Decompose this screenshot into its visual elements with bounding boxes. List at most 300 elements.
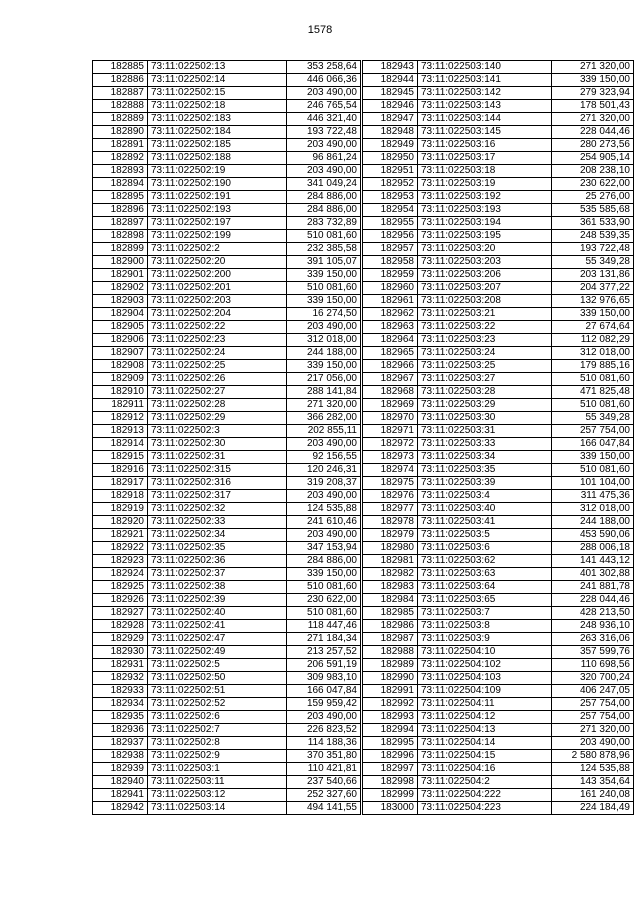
table-row xyxy=(93,282,361,295)
table-row xyxy=(363,321,634,334)
row-number: 183000 xyxy=(363,802,418,815)
cadastral-value: 283 732,89 xyxy=(287,217,361,230)
row-number: 182917 xyxy=(93,477,148,490)
cadastral-value: 309 983,10 xyxy=(287,672,361,685)
cadastral-number: 73:11:022503:192 xyxy=(418,191,552,204)
cadastral-value: 271 320,00 xyxy=(552,113,634,126)
cadastral-number: 73:11:022502:37 xyxy=(148,568,287,581)
table-row xyxy=(93,334,361,347)
table-row xyxy=(363,165,634,178)
row-number: 182925 xyxy=(93,581,148,594)
row-number: 182887 xyxy=(93,87,148,100)
cadastral-value: 339 150,00 xyxy=(287,269,361,282)
cadastral-value: 341 049,24 xyxy=(287,178,361,191)
table-row xyxy=(363,555,634,568)
table-row xyxy=(93,321,361,334)
table-row xyxy=(93,477,361,490)
cadastral-number: 73:11:022502:24 xyxy=(148,347,287,360)
cadastral-number: 73:11:022502:190 xyxy=(148,178,287,191)
cadastral-value: 254 905,14 xyxy=(552,152,634,165)
cadastral-value: 217 056,00 xyxy=(287,373,361,386)
cadastral-value: 312 018,00 xyxy=(552,347,634,360)
cadastral-value: 370 351,80 xyxy=(287,750,361,763)
cadastral-value: 347 153,94 xyxy=(287,542,361,555)
cadastral-value: 284 886,00 xyxy=(287,204,361,217)
row-number: 182965 xyxy=(363,347,418,360)
row-number: 182910 xyxy=(93,386,148,399)
table-row xyxy=(93,347,361,360)
row-number: 182962 xyxy=(363,308,418,321)
cadastral-value: 510 081,60 xyxy=(287,581,361,594)
cadastral-number: 73:11:022503:9 xyxy=(418,633,552,646)
cadastral-number: 73:11:022502:2 xyxy=(148,243,287,256)
table-row xyxy=(363,802,634,815)
cadastral-number: 73:11:022503:206 xyxy=(418,269,552,282)
cadastral-number: 73:11:022503:21 xyxy=(418,308,552,321)
cadastral-value: 288 006,18 xyxy=(552,542,634,555)
cadastral-number: 73:11:022503:23 xyxy=(418,334,552,347)
cadastral-value: 204 377,22 xyxy=(552,282,634,295)
cadastral-number: 73:11:022502:14 xyxy=(148,74,287,87)
row-number: 182936 xyxy=(93,724,148,737)
cadastral-value: 203 490,00 xyxy=(287,438,361,451)
row-number: 182989 xyxy=(363,659,418,672)
cadastral-value: 494 141,55 xyxy=(287,802,361,815)
row-number: 182935 xyxy=(93,711,148,724)
cadastral-value: 279 323,94 xyxy=(552,87,634,100)
row-number: 182900 xyxy=(93,256,148,269)
row-number: 182931 xyxy=(93,659,148,672)
table-row xyxy=(363,568,634,581)
cadastral-value: 284 886,00 xyxy=(287,555,361,568)
cadastral-number: 73:11:022503:22 xyxy=(418,321,552,334)
cadastral-number: 73:11:022502:27 xyxy=(148,386,287,399)
row-number: 182919 xyxy=(93,503,148,516)
cadastral-number: 73:11:022503:194 xyxy=(418,217,552,230)
table-row xyxy=(363,542,634,555)
row-number: 182998 xyxy=(363,776,418,789)
table-row xyxy=(363,113,634,126)
cadastral-value: 241 881,78 xyxy=(552,581,634,594)
cadastral-value: 203 490,00 xyxy=(287,529,361,542)
table-row xyxy=(363,126,634,139)
table-row xyxy=(363,217,634,230)
table-row xyxy=(363,581,634,594)
row-number: 182955 xyxy=(363,217,418,230)
cadastral-value: 226 823,52 xyxy=(287,724,361,737)
table-row xyxy=(93,542,361,555)
table-row xyxy=(363,659,634,672)
row-number: 182994 xyxy=(363,724,418,737)
row-number: 182903 xyxy=(93,295,148,308)
cadastral-number: 73:11:022502:317 xyxy=(148,490,287,503)
cadastral-number: 73:11:022502:200 xyxy=(148,269,287,282)
cadastral-value: 203 490,00 xyxy=(287,165,361,178)
cadastral-number: 73:11:022503:17 xyxy=(418,152,552,165)
row-number: 182953 xyxy=(363,191,418,204)
cadastral-value: 124 535,88 xyxy=(287,503,361,516)
table-row xyxy=(363,763,634,776)
cadastral-number: 73:11:022502:32 xyxy=(148,503,287,516)
cadastral-number: 73:11:022502:30 xyxy=(148,438,287,451)
cadastral-number: 73:11:022503:4 xyxy=(418,490,552,503)
row-number: 182968 xyxy=(363,386,418,399)
row-number: 182939 xyxy=(93,763,148,776)
cadastral-number: 73:11:022502:199 xyxy=(148,230,287,243)
cadastral-number: 73:11:022503:12 xyxy=(148,789,287,802)
cadastral-number: 73:11:022502:52 xyxy=(148,698,287,711)
row-number: 182944 xyxy=(363,74,418,87)
table-row xyxy=(93,295,361,308)
table-row xyxy=(363,529,634,542)
cadastral-value: 339 150,00 xyxy=(552,308,634,321)
cadastral-number: 73:11:022503:27 xyxy=(418,373,552,386)
cadastral-number: 73:11:022503:5 xyxy=(418,529,552,542)
row-number: 182930 xyxy=(93,646,148,659)
row-number: 182908 xyxy=(93,360,148,373)
cadastral-number: 73:11:022504:222 xyxy=(418,789,552,802)
table-row xyxy=(363,711,634,724)
cadastral-value: 284 886,00 xyxy=(287,191,361,204)
table-row xyxy=(363,256,634,269)
row-number: 182956 xyxy=(363,230,418,243)
table-row xyxy=(93,126,361,139)
cadastral-number: 73:11:022504:15 xyxy=(418,750,552,763)
table-row xyxy=(93,607,361,620)
page-number: 1578 xyxy=(307,24,333,36)
table-row xyxy=(93,763,361,776)
cadastral-value: 339 150,00 xyxy=(552,451,634,464)
cadastral-value: 16 274,50 xyxy=(287,308,361,321)
row-number: 182987 xyxy=(363,633,418,646)
cadastral-number: 73:11:022503:35 xyxy=(418,464,552,477)
row-number: 182911 xyxy=(93,399,148,412)
table-row xyxy=(93,581,361,594)
cadastral-number: 73:11:022503:141 xyxy=(418,74,552,87)
table-row xyxy=(363,360,634,373)
cadastral-number: 73:11:022503:14 xyxy=(148,802,287,815)
table-row xyxy=(93,100,361,113)
cadastral-value: 228 044,46 xyxy=(552,594,634,607)
row-number: 182995 xyxy=(363,737,418,750)
table-row xyxy=(363,633,634,646)
cadastral-value: 25 276,00 xyxy=(552,191,634,204)
cadastral-number: 73:11:022504:16 xyxy=(418,763,552,776)
cadastral-value: 193 722,48 xyxy=(552,243,634,256)
row-number: 182973 xyxy=(363,451,418,464)
row-number: 182892 xyxy=(93,152,148,165)
cadastral-value: 257 754,00 xyxy=(552,698,634,711)
cadastral-number: 73:11:022503:19 xyxy=(418,178,552,191)
cadastral-number: 73:11:022502:39 xyxy=(148,594,287,607)
table-row xyxy=(363,789,634,802)
row-number: 182976 xyxy=(363,490,418,503)
cadastral-number: 73:11:022503:65 xyxy=(418,594,552,607)
row-number: 182988 xyxy=(363,646,418,659)
row-number: 182945 xyxy=(363,87,418,100)
row-number: 182938 xyxy=(93,750,148,763)
row-number: 182986 xyxy=(363,620,418,633)
row-number: 182904 xyxy=(93,308,148,321)
table-row xyxy=(363,74,634,87)
cadastral-value: 510 081,60 xyxy=(287,230,361,243)
cadastral-value: 339 150,00 xyxy=(287,295,361,308)
table-row xyxy=(363,373,634,386)
table-row xyxy=(363,100,634,113)
cadastral-number: 73:11:022503:40 xyxy=(418,503,552,516)
cadastral-value: 339 150,00 xyxy=(287,568,361,581)
cadastral-value: 228 044,46 xyxy=(552,126,634,139)
cadastral-value: 203 490,00 xyxy=(287,321,361,334)
cadastral-number: 73:11:022502:183 xyxy=(148,113,287,126)
row-number: 182949 xyxy=(363,139,418,152)
table-row xyxy=(93,789,361,802)
cadastral-number: 73:11:022502:9 xyxy=(148,750,287,763)
row-number: 182959 xyxy=(363,269,418,282)
row-number: 182974 xyxy=(363,464,418,477)
cadastral-value: 510 081,60 xyxy=(287,282,361,295)
registry-table-left xyxy=(92,60,361,815)
row-number: 182897 xyxy=(93,217,148,230)
row-number: 182982 xyxy=(363,568,418,581)
cadastral-number: 73:11:022503:144 xyxy=(418,113,552,126)
cadastral-value: 252 327,60 xyxy=(287,789,361,802)
row-number: 182964 xyxy=(363,334,418,347)
cadastral-value: 353 258,64 xyxy=(287,61,361,74)
cadastral-number: 73:11:022502:40 xyxy=(148,607,287,620)
table-row xyxy=(93,633,361,646)
cadastral-value: 232 385,58 xyxy=(287,243,361,256)
table-row xyxy=(93,230,361,243)
table-row xyxy=(93,373,361,386)
table-row xyxy=(93,737,361,750)
row-number: 182942 xyxy=(93,802,148,815)
cadastral-number: 73:11:022502:31 xyxy=(148,451,287,464)
cadastral-number: 73:11:022504:103 xyxy=(418,672,552,685)
row-number: 182902 xyxy=(93,282,148,295)
cadastral-value: 248 936,10 xyxy=(552,620,634,633)
cadastral-number: 73:11:022502:18 xyxy=(148,100,287,113)
table-row xyxy=(93,204,361,217)
cadastral-value: 510 081,60 xyxy=(287,607,361,620)
cadastral-value: 535 585,68 xyxy=(552,204,634,217)
cadastral-number: 73:11:022502:29 xyxy=(148,412,287,425)
row-number: 182960 xyxy=(363,282,418,295)
table-row xyxy=(363,269,634,282)
row-number: 182997 xyxy=(363,763,418,776)
cadastral-value: 311 475,36 xyxy=(552,490,634,503)
cadastral-number: 73:11:022503:207 xyxy=(418,282,552,295)
table-row xyxy=(363,386,634,399)
cadastral-value: 237 540,66 xyxy=(287,776,361,789)
row-number: 182913 xyxy=(93,425,148,438)
table-row xyxy=(363,152,634,165)
table-row xyxy=(363,451,634,464)
row-number: 182905 xyxy=(93,321,148,334)
row-number: 182981 xyxy=(363,555,418,568)
table-row xyxy=(93,113,361,126)
cadastral-value: 203 490,00 xyxy=(287,711,361,724)
row-number: 182895 xyxy=(93,191,148,204)
cadastral-value: 166 047,84 xyxy=(552,438,634,451)
cadastral-value: 166 047,84 xyxy=(287,685,361,698)
row-number: 182933 xyxy=(93,685,148,698)
cadastral-number: 73:11:022502:51 xyxy=(148,685,287,698)
row-number: 182983 xyxy=(363,581,418,594)
table-row xyxy=(363,230,634,243)
cadastral-value: 112 082,29 xyxy=(552,334,634,347)
table-row xyxy=(93,659,361,672)
table-row xyxy=(93,594,361,607)
cadastral-value: 271 320,00 xyxy=(552,61,634,74)
cadastral-value: 55 349,28 xyxy=(552,256,634,269)
table-row xyxy=(93,685,361,698)
cadastral-number: 73:11:022502:5 xyxy=(148,659,287,672)
table-row xyxy=(93,256,361,269)
cadastral-value: 246 765,54 xyxy=(287,100,361,113)
row-number: 182996 xyxy=(363,750,418,763)
row-number: 182889 xyxy=(93,113,148,126)
row-number: 182927 xyxy=(93,607,148,620)
cadastral-value: 118 447,46 xyxy=(287,620,361,633)
cadastral-value: 141 443,12 xyxy=(552,555,634,568)
row-number: 182940 xyxy=(93,776,148,789)
row-number: 182928 xyxy=(93,620,148,633)
cadastral-number: 73:11:022502:33 xyxy=(148,516,287,529)
table-row xyxy=(93,529,361,542)
row-number: 182961 xyxy=(363,295,418,308)
table-row xyxy=(363,503,634,516)
row-number: 182978 xyxy=(363,516,418,529)
row-number: 182999 xyxy=(363,789,418,802)
table-row xyxy=(93,412,361,425)
cadastral-number: 73:11:022502:34 xyxy=(148,529,287,542)
table-row xyxy=(93,724,361,737)
cadastral-value: 120 246,31 xyxy=(287,464,361,477)
row-number: 182929 xyxy=(93,633,148,646)
row-number: 182923 xyxy=(93,555,148,568)
row-number: 182948 xyxy=(363,126,418,139)
row-number: 182907 xyxy=(93,347,148,360)
row-number: 182912 xyxy=(93,412,148,425)
table-row xyxy=(93,672,361,685)
cadastral-number: 73:11:022503:16 xyxy=(418,139,552,152)
table-row xyxy=(363,87,634,100)
cadastral-value: 366 282,00 xyxy=(287,412,361,425)
registry-table-right xyxy=(362,60,634,815)
cadastral-number: 73:11:022503:34 xyxy=(418,451,552,464)
table-row xyxy=(93,178,361,191)
cadastral-value: 271 320,00 xyxy=(552,724,634,737)
cadastral-value: 361 533,90 xyxy=(552,217,634,230)
cadastral-number: 73:11:022502:23 xyxy=(148,334,287,347)
table-row xyxy=(93,516,361,529)
table-row xyxy=(363,191,634,204)
cadastral-number: 73:11:022502:204 xyxy=(148,308,287,321)
row-number: 182966 xyxy=(363,360,418,373)
cadastral-number: 73:11:022503:33 xyxy=(418,438,552,451)
row-number: 182967 xyxy=(363,373,418,386)
cadastral-value: 224 184,49 xyxy=(552,802,634,815)
row-number: 182984 xyxy=(363,594,418,607)
cadastral-number: 73:11:022504:12 xyxy=(418,711,552,724)
cadastral-number: 73:11:022503:11 xyxy=(148,776,287,789)
row-number: 182954 xyxy=(363,204,418,217)
cadastral-number: 73:11:022502:35 xyxy=(148,542,287,555)
cadastral-number: 73:11:022503:140 xyxy=(418,61,552,74)
table-row xyxy=(363,464,634,477)
table-row xyxy=(363,698,634,711)
cadastral-value: 143 354,64 xyxy=(552,776,634,789)
table-row xyxy=(363,620,634,633)
cadastral-number: 73:11:022504:10 xyxy=(418,646,552,659)
cadastral-value: 203 490,00 xyxy=(287,87,361,100)
table-row xyxy=(93,243,361,256)
table-row xyxy=(93,399,361,412)
table-row xyxy=(93,165,361,178)
row-number: 182993 xyxy=(363,711,418,724)
table-row xyxy=(363,737,634,750)
table-row xyxy=(93,503,361,516)
cadastral-value: 339 150,00 xyxy=(552,74,634,87)
cadastral-number: 73:11:022503:20 xyxy=(418,243,552,256)
row-number: 182975 xyxy=(363,477,418,490)
cadastral-value: 159 959,42 xyxy=(287,698,361,711)
cadastral-value: 271 320,00 xyxy=(287,399,361,412)
row-number: 182941 xyxy=(93,789,148,802)
cadastral-value: 114 188,36 xyxy=(287,737,361,750)
cadastral-value: 510 081,60 xyxy=(552,373,634,386)
cadastral-number: 73:11:022502:201 xyxy=(148,282,287,295)
cadastral-value: 132 976,65 xyxy=(552,295,634,308)
table-row xyxy=(363,347,634,360)
table-row xyxy=(93,61,361,74)
cadastral-number: 73:11:022503:64 xyxy=(418,581,552,594)
cadastral-value: 263 316,06 xyxy=(552,633,634,646)
cadastral-value: 271 184,34 xyxy=(287,633,361,646)
cadastral-number: 73:11:022502:13 xyxy=(148,61,287,74)
cadastral-value: 178 501,43 xyxy=(552,100,634,113)
row-number: 182901 xyxy=(93,269,148,282)
cadastral-value: 357 599,76 xyxy=(552,646,634,659)
cadastral-number: 73:11:022503:203 xyxy=(418,256,552,269)
table-row xyxy=(363,724,634,737)
row-number: 182893 xyxy=(93,165,148,178)
row-number: 182934 xyxy=(93,698,148,711)
table-row xyxy=(363,308,634,321)
table-row xyxy=(363,685,634,698)
row-number: 182906 xyxy=(93,334,148,347)
cadastral-number: 73:11:022502:50 xyxy=(148,672,287,685)
cadastral-number: 73:11:022503:39 xyxy=(418,477,552,490)
table-row xyxy=(93,139,361,152)
row-number: 182937 xyxy=(93,737,148,750)
table-row xyxy=(363,646,634,659)
table-row xyxy=(363,204,634,217)
row-number: 182894 xyxy=(93,178,148,191)
cadastral-value: 406 247,05 xyxy=(552,685,634,698)
cadastral-number: 73:11:022502:193 xyxy=(148,204,287,217)
cadastral-number: 73:11:022503:8 xyxy=(418,620,552,633)
row-number: 182979 xyxy=(363,529,418,542)
row-number: 182898 xyxy=(93,230,148,243)
row-number: 182950 xyxy=(363,152,418,165)
table-row xyxy=(93,386,361,399)
table-row xyxy=(93,217,361,230)
cadastral-value: 241 610,46 xyxy=(287,516,361,529)
table-row xyxy=(363,438,634,451)
cadastral-value: 101 104,00 xyxy=(552,477,634,490)
